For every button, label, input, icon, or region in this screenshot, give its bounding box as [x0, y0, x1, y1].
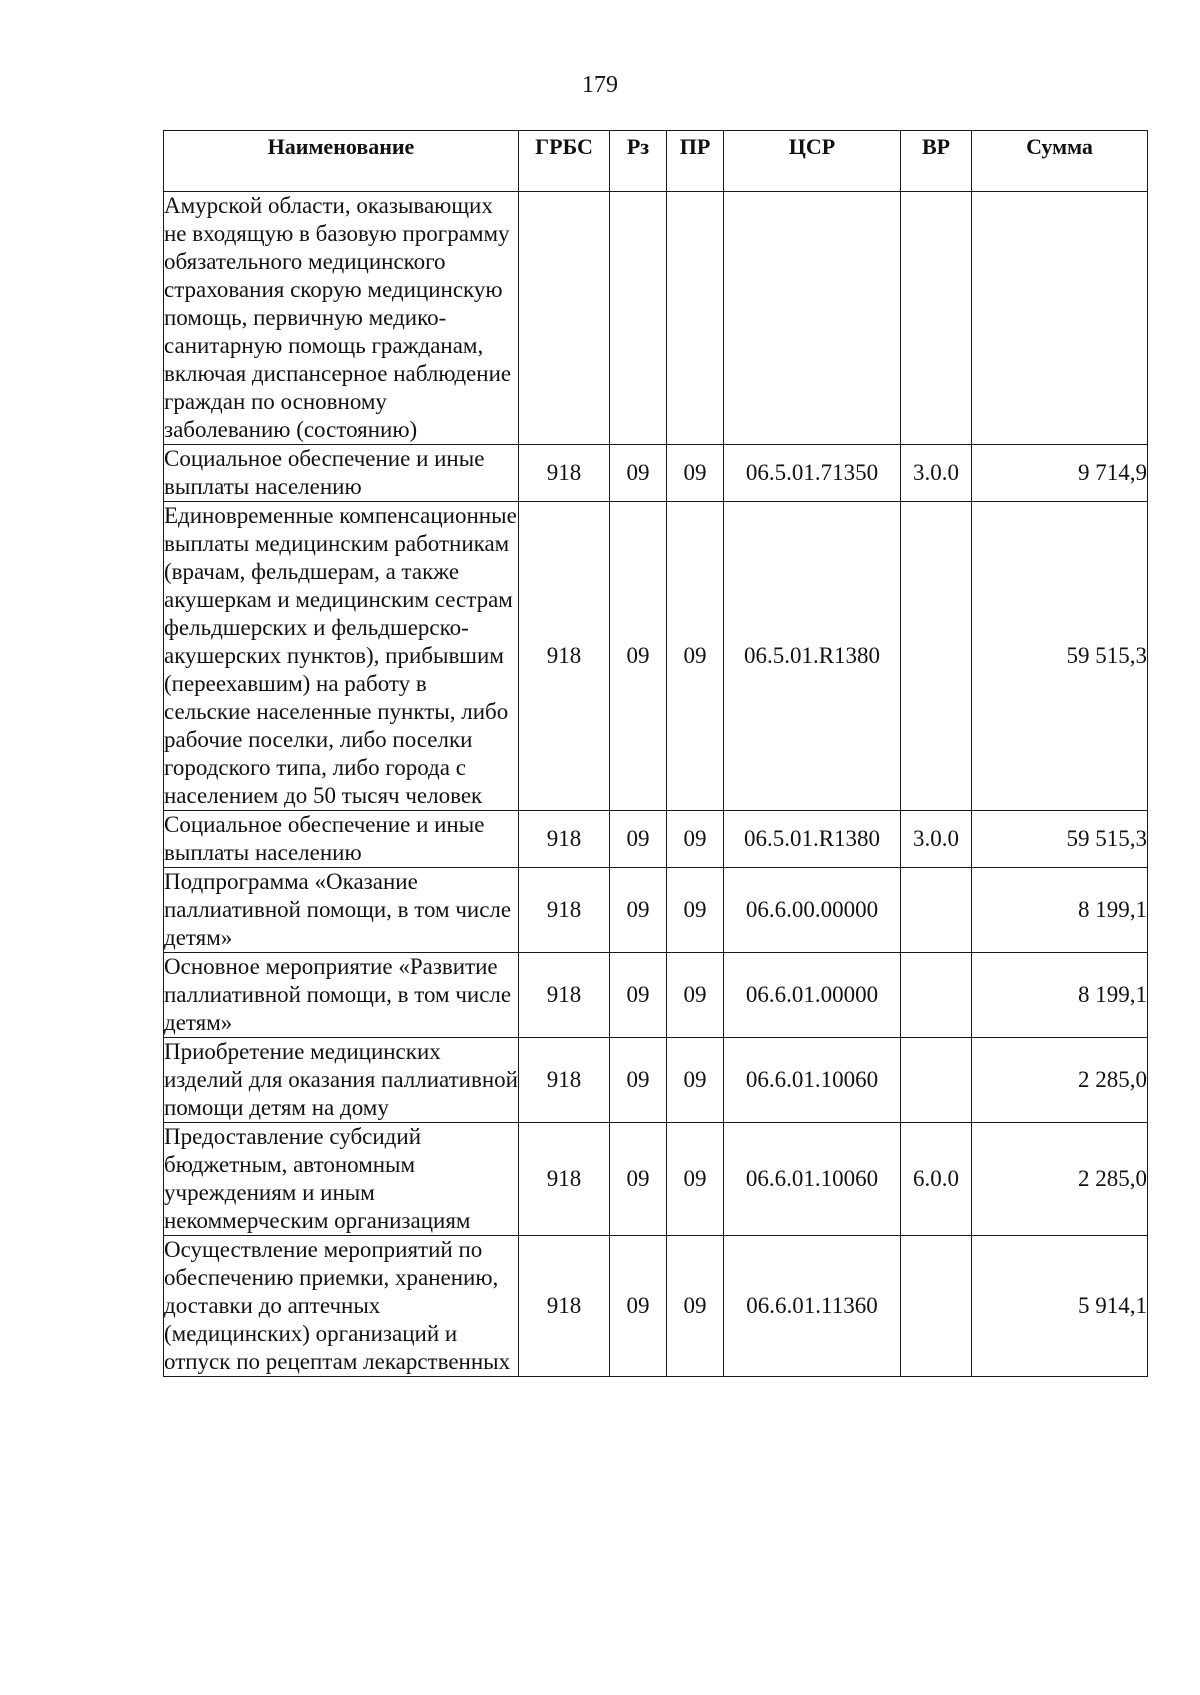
row-rz: 09	[610, 445, 667, 502]
row-name: Осуществление мероприятий по обеспечению приемки, хранению, доставки до аптечных (медицинских) организаций и отпуск по рецептам лекарственных	[164, 1236, 519, 1377]
row-rz	[610, 192, 667, 445]
row-rz: 09	[610, 1038, 667, 1123]
table-row	[164, 502, 1148, 811]
row-pr: 09	[667, 502, 724, 811]
row-pr: 09	[667, 1236, 724, 1377]
table-header-row	[164, 131, 1148, 192]
row-pr: 09	[667, 1123, 724, 1236]
table-row	[164, 445, 1148, 502]
header-pr: ПР	[667, 131, 724, 192]
page-number: 179	[582, 72, 618, 98]
table-row	[164, 1236, 1148, 1377]
row-grbs: 918	[519, 502, 610, 811]
row-name: Основное мероприятие «Развитие паллиативной помощи, в том числе детям»	[164, 953, 519, 1038]
header-rz: Рз	[610, 131, 667, 192]
row-vr	[901, 1038, 972, 1123]
row-rz: 09	[610, 953, 667, 1038]
row-vr	[901, 953, 972, 1038]
row-vr: 6.0.0	[901, 1123, 972, 1236]
row-csr: 06.6.01.10060	[724, 1123, 901, 1236]
header-grbs: ГРБС	[519, 131, 610, 192]
row-sum: 2 285,0	[972, 1123, 1148, 1236]
row-sum: 8 199,1	[972, 953, 1148, 1038]
row-name: Подпрограмма «Оказание паллиативной помощи, в том числе детям»	[164, 868, 519, 953]
row-grbs: 918	[519, 811, 610, 868]
row-pr: 09	[667, 953, 724, 1038]
row-sum: 9 714,9	[972, 445, 1148, 502]
row-pr	[667, 192, 724, 445]
row-name: Социальное обеспечение и иные выплаты населению	[164, 445, 519, 502]
row-grbs	[519, 192, 610, 445]
row-vr	[901, 1236, 972, 1377]
table-row	[164, 192, 1148, 445]
header-csr: ЦСР	[724, 131, 901, 192]
budget-table	[163, 130, 1148, 1377]
row-name: Предоставление субсидий бюджетным, автономным учреждениям и иным некоммерческим организациям	[164, 1123, 519, 1236]
row-name: Приобретение медицинских изделий для оказания паллиативной помощи детям на дому	[164, 1038, 519, 1123]
row-sum: 8 199,1	[972, 868, 1148, 953]
row-pr: 09	[667, 868, 724, 953]
row-csr: 06.6.01.11360	[724, 1236, 901, 1377]
table-row	[164, 1038, 1148, 1123]
row-csr: 06.6.01.00000	[724, 953, 901, 1038]
row-grbs: 918	[519, 445, 610, 502]
row-name: Социальное обеспечение и иные выплаты населению	[164, 811, 519, 868]
row-rz: 09	[610, 868, 667, 953]
row-grbs: 918	[519, 868, 610, 953]
table-row	[164, 1123, 1148, 1236]
row-sum: 2 285,0	[972, 1038, 1148, 1123]
row-csr: 06.5.01.R1380	[724, 811, 901, 868]
row-grbs: 918	[519, 1038, 610, 1123]
row-csr: 06.5.01.71350	[724, 445, 901, 502]
table-row	[164, 811, 1148, 868]
row-name: Единовременные компенсационные выплаты медицинским работникам (врачам, фельдшерам, а также акушеркам и медицинским сестрам фельдшерских и фельдшерско-акушерских пунктов), прибывшим (переехавшим) на работу в сельские населенные пункты, либо рабочие поселки, либо поселки городского типа, либо города с населением до 50 тысяч человек	[164, 502, 519, 811]
row-csr: 06.6.00.00000	[724, 868, 901, 953]
row-vr	[901, 868, 972, 953]
table-row	[164, 868, 1148, 953]
row-pr: 09	[667, 445, 724, 502]
row-sum: 59 515,3	[972, 502, 1148, 811]
row-rz: 09	[610, 1123, 667, 1236]
row-sum	[972, 192, 1148, 445]
row-rz: 09	[610, 502, 667, 811]
row-vr: 3.0.0	[901, 445, 972, 502]
row-pr: 09	[667, 1038, 724, 1123]
row-name: Амурской области, оказывающих не входящую в базовую программу обязательного медицинского страхования скорую медицинскую помощь, первичную медико-санитарную помощь гражданам, включая диспансерное наблюдение граждан по основному заболеванию (состоянию)	[164, 192, 519, 445]
row-rz: 09	[610, 811, 667, 868]
header-name: Наименование	[164, 131, 519, 192]
table-row	[164, 953, 1148, 1038]
header-vr: ВР	[901, 131, 972, 192]
row-csr: 06.5.01.R1380	[724, 502, 901, 811]
row-vr	[901, 192, 972, 445]
row-grbs: 918	[519, 1123, 610, 1236]
row-sum: 59 515,3	[972, 811, 1148, 868]
row-pr: 09	[667, 811, 724, 868]
row-vr	[901, 502, 972, 811]
header-sum: Сумма	[972, 131, 1148, 192]
row-csr: 06.6.01.10060	[724, 1038, 901, 1123]
row-sum: 5 914,1	[972, 1236, 1148, 1377]
row-grbs: 918	[519, 1236, 610, 1377]
row-grbs: 918	[519, 953, 610, 1038]
row-rz: 09	[610, 1236, 667, 1377]
row-csr	[724, 192, 901, 445]
row-vr: 3.0.0	[901, 811, 972, 868]
